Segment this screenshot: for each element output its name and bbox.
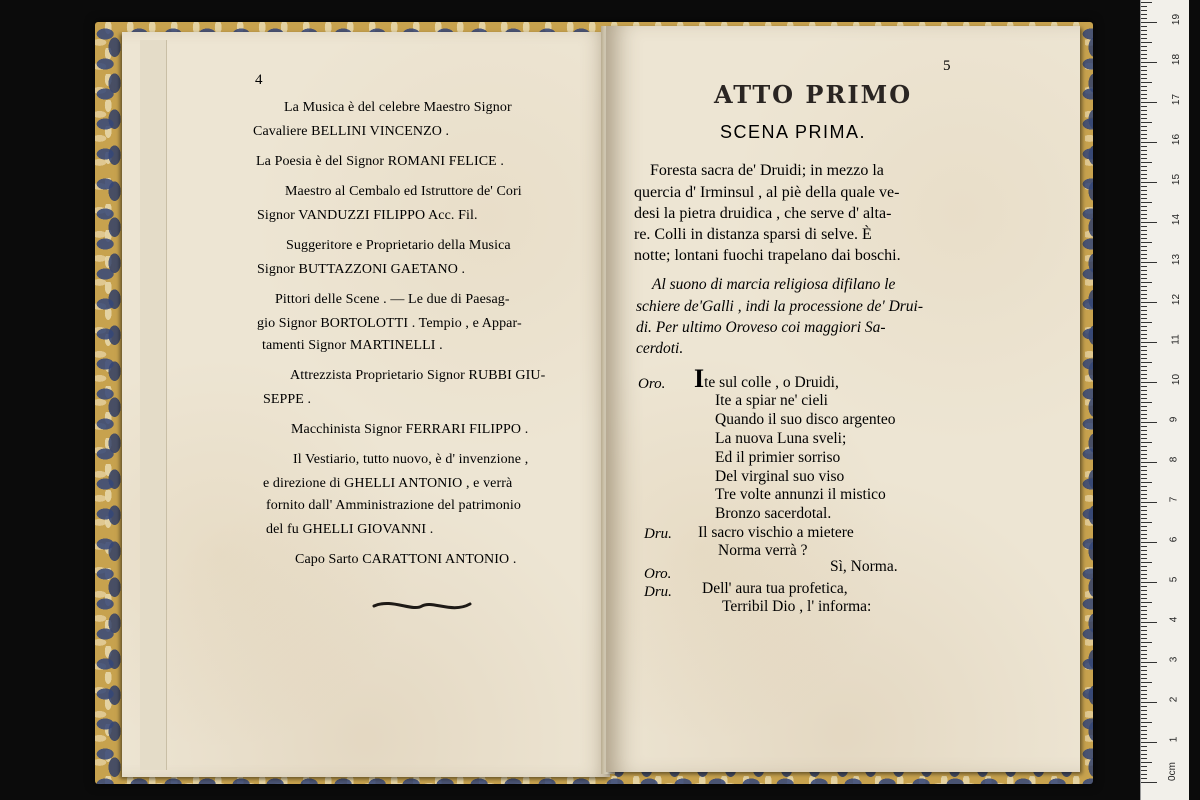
ruler-tick — [1141, 430, 1147, 431]
verse-text: te sul colle , o Druidi, — [704, 374, 839, 391]
ruler-tick — [1141, 438, 1147, 439]
ruler-tick — [1141, 322, 1152, 323]
ruler-tick — [1141, 298, 1147, 299]
ruler-tick — [1141, 594, 1147, 595]
speaker-label: Oro. — [638, 376, 666, 392]
ruler-tick — [1141, 590, 1147, 591]
ruler-tick — [1141, 310, 1147, 311]
ruler-tick — [1141, 514, 1147, 515]
ruler-tick — [1141, 718, 1147, 719]
credit-line: Capo Sarto CARATTONI ANTONIO . — [295, 552, 517, 567]
ruler-tick — [1141, 334, 1147, 335]
ruler-tick — [1141, 366, 1147, 367]
credit-line: Signor BUTTAZZONI GAETANO . — [257, 262, 466, 277]
ruler-tick — [1141, 118, 1147, 119]
ruler-tick — [1141, 282, 1152, 283]
ruler-tick — [1141, 122, 1152, 123]
credit-line: La Poesia è del Signor ROMANI FELICE . — [256, 154, 504, 169]
ruler-tick — [1141, 166, 1147, 167]
ruler-tick — [1141, 694, 1147, 695]
ruler-tick — [1141, 6, 1147, 7]
verse-line: Tre volte annunzi il mistico — [715, 486, 886, 503]
ruler-tick — [1141, 306, 1147, 307]
ruler-tick — [1141, 222, 1157, 223]
ruler-tick — [1141, 258, 1147, 259]
ruler-tick — [1141, 154, 1147, 155]
ruler-number: 2 — [1168, 696, 1180, 703]
verse-line: Bronzo sacerdotal. — [715, 505, 832, 522]
ruler-tick — [1141, 578, 1147, 579]
ruler-tick — [1141, 402, 1152, 403]
ruler-tick — [1141, 70, 1147, 71]
ruler-tick — [1141, 370, 1147, 371]
ruler-tick — [1141, 522, 1152, 523]
ruler-tick — [1141, 418, 1147, 419]
verse-line: Ed il primier sorriso — [715, 449, 841, 466]
ruler-tick — [1141, 54, 1147, 55]
ruler-tick — [1141, 338, 1147, 339]
ruler-tick — [1141, 782, 1157, 783]
ruler-tick — [1141, 758, 1147, 759]
verse-line: Terribil Dio , l' informa: — [722, 598, 872, 615]
ruler-tick — [1141, 486, 1147, 487]
ruler-tick — [1141, 634, 1147, 635]
ruler-tick — [1141, 34, 1147, 35]
ruler-tick — [1141, 266, 1147, 267]
ruler-tick — [1141, 110, 1147, 111]
ruler-tick — [1141, 670, 1147, 671]
ruler-tick — [1141, 470, 1147, 471]
verse-line: Il sacro vischio a mietere — [698, 524, 854, 541]
tailpiece-ornament-icon — [372, 596, 472, 616]
ruler-tick — [1141, 534, 1147, 535]
ruler-tick — [1141, 294, 1147, 295]
ruler-tick — [1141, 326, 1147, 327]
ruler-tick — [1141, 662, 1157, 663]
ruler-tick — [1141, 82, 1152, 83]
ruler-tick — [1141, 286, 1147, 287]
credit-line: del fu GHELLI GIOVANNI . — [266, 522, 434, 537]
ruler-tick — [1141, 726, 1147, 727]
ruler-tick — [1141, 658, 1147, 659]
ruler-tick — [1141, 210, 1147, 211]
ruler-tick — [1141, 182, 1157, 183]
ruler-tick — [1141, 170, 1147, 171]
ruler-tick — [1141, 350, 1147, 351]
ruler-tick — [1141, 642, 1152, 643]
credit-line: e direzione di GHELLI ANTONIO , e verrà — [263, 476, 513, 491]
stage-direction-line: schiere de'Galli , indi la processione de' Drui- — [636, 298, 924, 315]
ruler-tick — [1141, 362, 1152, 363]
ruler-tick — [1141, 102, 1157, 103]
ruler-tick — [1141, 62, 1157, 63]
ruler-tick — [1141, 330, 1147, 331]
ruler-tick — [1141, 394, 1147, 395]
verse-line — [694, 366, 839, 392]
ruler-tick — [1141, 238, 1147, 239]
ruler-tick — [1141, 186, 1147, 187]
ruler-tick — [1141, 762, 1152, 763]
ruler-tick — [1141, 30, 1147, 31]
left-page-number: 4 — [255, 72, 263, 88]
ruler-tick — [1141, 654, 1147, 655]
ruler-tick — [1141, 730, 1147, 731]
setting-line: Foresta sacra de' Druidi; in mezzo la — [650, 162, 884, 179]
ruler-tick — [1141, 434, 1147, 435]
verse-line: Norma verrà ? — [718, 542, 808, 559]
ruler-tick — [1141, 550, 1147, 551]
verse-line: Del virginal suo viso — [715, 468, 845, 485]
ruler-tick — [1141, 638, 1147, 639]
ruler-tick — [1141, 198, 1147, 199]
credit-line: gio Signor BORTOLOTTI . Tempio , e Appar- — [257, 316, 522, 331]
ruler-tick — [1141, 134, 1147, 135]
left-page — [122, 32, 610, 777]
ruler-tick — [1141, 274, 1147, 275]
speaker-label: Dru. — [644, 526, 672, 542]
ruler-tick — [1141, 666, 1147, 667]
ruler-tick — [1141, 482, 1152, 483]
ruler-tick — [1141, 278, 1147, 279]
verse-line: Ite a spiar ne' cieli — [715, 392, 828, 409]
ruler-tick — [1141, 526, 1147, 527]
ruler-tick — [1141, 302, 1157, 303]
ruler-tick — [1141, 754, 1147, 755]
verse-line: Quando il suo disco argenteo — [715, 411, 896, 428]
ruler-tick — [1141, 554, 1147, 555]
ruler-tick — [1141, 398, 1147, 399]
ruler-number: 8 — [1168, 456, 1180, 463]
ruler-tick — [1141, 58, 1147, 59]
ruler-tick — [1141, 626, 1147, 627]
ruler-tick — [1141, 734, 1147, 735]
ruler-tick — [1141, 46, 1147, 47]
ruler-number: 7 — [1168, 496, 1180, 503]
ruler-tick — [1141, 142, 1157, 143]
ruler-tick — [1141, 406, 1147, 407]
ruler-number: 18 — [1171, 53, 1183, 66]
ruler-tick — [1141, 778, 1147, 779]
ruler-tick — [1141, 610, 1147, 611]
ruler-tick — [1141, 630, 1147, 631]
verse-line: La nuova Luna sveli; — [715, 430, 847, 447]
ruler-tick — [1141, 770, 1147, 771]
ruler-number: 13 — [1171, 253, 1183, 266]
ruler-tick — [1141, 378, 1147, 379]
ruler-tick — [1141, 218, 1147, 219]
ruler-tick — [1141, 622, 1157, 623]
ruler-tick — [1141, 450, 1147, 451]
ruler-tick — [1141, 710, 1147, 711]
ruler-tick — [1141, 462, 1157, 463]
ruler-number: 5 — [1168, 576, 1180, 583]
ruler-tick — [1141, 126, 1147, 127]
ruler-tick — [1141, 562, 1152, 563]
ruler-tick — [1141, 518, 1147, 519]
ruler-tick — [1141, 390, 1147, 391]
ruler-number: 9 — [1168, 416, 1180, 423]
ruler-tick — [1141, 262, 1157, 263]
ruler-tick — [1141, 458, 1147, 459]
ruler-tick — [1141, 766, 1147, 767]
ruler-number: 15 — [1171, 173, 1183, 186]
ruler-tick — [1141, 50, 1147, 51]
ruler-tick — [1141, 354, 1147, 355]
ruler-tick — [1141, 290, 1147, 291]
ruler-tick — [1141, 674, 1147, 675]
ruler-number: 14 — [1171, 213, 1183, 226]
ruler-tick — [1141, 702, 1157, 703]
ruler-tick — [1141, 474, 1147, 475]
ruler-tick — [1141, 254, 1147, 255]
ruler-tick — [1141, 478, 1147, 479]
ruler-tick — [1141, 246, 1147, 247]
stage-direction-line: Al suono di marcia religiosa difilano le — [652, 276, 896, 293]
ruler-tick — [1141, 318, 1147, 319]
ruler-tick — [1141, 162, 1152, 163]
ruler-tick — [1141, 98, 1147, 99]
credit-line: Macchinista Signor FERRARI FILIPPO . — [291, 422, 529, 437]
verse-line: Dell' aura tua profetica, — [702, 580, 848, 597]
setting-line: re. Colli in distanza sparsi di selve. È — [634, 226, 872, 243]
ruler-tick — [1141, 530, 1147, 531]
ruler-tick — [1141, 90, 1147, 91]
credit-line: tamenti Signor MARTINELLI . — [262, 338, 443, 353]
ruler-tick — [1141, 606, 1147, 607]
ruler-tick — [1141, 242, 1152, 243]
credit-line: Maestro al Cembalo ed Istruttore de' Cori — [285, 184, 522, 199]
right-page-number: 5 — [943, 58, 951, 74]
ruler-tick — [1141, 454, 1147, 455]
ruler-tick — [1141, 426, 1147, 427]
ruler-tick — [1141, 94, 1147, 95]
ruler-tick — [1141, 250, 1147, 251]
ruler-tick — [1141, 66, 1147, 67]
setting-line: desi la pietra druidica , che serve d' alta- — [634, 205, 892, 222]
stage-direction-line: di. Per ultimo Oroveso coi maggiori Sa- — [636, 319, 886, 336]
ruler-tick — [1141, 226, 1147, 227]
verse-line: Sì, Norma. — [830, 558, 898, 575]
ruler-tick — [1141, 598, 1147, 599]
ruler-tick — [1141, 542, 1157, 543]
ruler-tick — [1141, 138, 1147, 139]
credit-line: Il Vestiario, tutto nuovo, è d' invenzione , — [293, 452, 529, 467]
ruler-tick — [1141, 14, 1147, 15]
measurement-ruler — [1140, 0, 1189, 800]
credit-line: Attrezzista Proprietario Signor RUBBI GIU- — [290, 368, 546, 383]
ruler-tick — [1141, 586, 1147, 587]
act-title: ATTO PRIMO — [714, 80, 913, 109]
ruler-tick — [1141, 774, 1147, 775]
page-edges — [140, 40, 167, 770]
ruler-number: 4 — [1168, 616, 1180, 623]
ruler-tick — [1141, 714, 1147, 715]
ruler-tick — [1141, 738, 1147, 739]
ruler-tick — [1141, 158, 1147, 159]
ruler-tick — [1141, 234, 1147, 235]
ruler-number: 6 — [1168, 536, 1180, 543]
stage-direction-line: cerdoti. — [636, 340, 684, 357]
ruler-tick — [1141, 386, 1147, 387]
ruler-tick — [1141, 74, 1147, 75]
credit-line: Pittori delle Scene . — Le due di Paesag- — [275, 292, 510, 307]
ruler-tick — [1141, 646, 1147, 647]
ruler-tick — [1141, 26, 1147, 27]
credit-line: La Musica è del celebre Maestro Signor — [284, 100, 512, 115]
ruler-tick — [1141, 150, 1147, 151]
ruler-tick — [1141, 558, 1147, 559]
ruler-tick — [1141, 22, 1157, 23]
ruler-tick — [1141, 538, 1147, 539]
credit-line: Signor VANDUZZI FILIPPO Acc. Fil. — [257, 208, 478, 223]
ruler-number: 17 — [1171, 93, 1183, 106]
ruler-tick — [1141, 678, 1147, 679]
ruler-tick — [1141, 686, 1147, 687]
credit-line: Suggeritore e Proprietario della Musica — [286, 238, 511, 253]
ruler-tick — [1141, 382, 1157, 383]
ruler-tick — [1141, 618, 1147, 619]
ruler-number: 1 — [1168, 736, 1180, 743]
ruler-tick — [1141, 722, 1152, 723]
ruler-tick — [1141, 746, 1147, 747]
ruler-tick — [1141, 494, 1147, 495]
ruler-tick — [1141, 498, 1147, 499]
speaker-label: Dru. — [644, 584, 672, 600]
ruler-tick — [1141, 42, 1152, 43]
setting-line: notte; lontani fuochi trapelano dai boschi. — [634, 247, 901, 264]
scene-title: SCENA PRIMA. — [720, 122, 867, 142]
ruler-tick — [1141, 442, 1152, 443]
speaker-label: Oro. — [644, 566, 672, 582]
ruler-tick — [1141, 574, 1147, 575]
ruler-tick — [1141, 410, 1147, 411]
setting-line: quercia d' Irminsul , al piè della quale ve- — [634, 184, 900, 201]
ruler-tick — [1141, 146, 1147, 147]
ruler-number: 19 — [1171, 13, 1183, 26]
ruler-tick — [1141, 346, 1147, 347]
ruler-tick — [1141, 506, 1147, 507]
ruler-tick — [1141, 130, 1147, 131]
ruler-tick — [1141, 190, 1147, 191]
ruler-tick — [1141, 18, 1147, 19]
ruler-tick — [1141, 602, 1152, 603]
ruler-tick — [1141, 690, 1147, 691]
ruler-number: 11 — [1170, 334, 1182, 345]
ruler-tick — [1141, 114, 1147, 115]
ruler-tick — [1141, 466, 1147, 467]
ruler-tick — [1141, 342, 1157, 343]
ruler-tick — [1141, 314, 1147, 315]
ruler-number: 3 — [1168, 656, 1180, 663]
ruler-tick — [1141, 502, 1157, 503]
ruler-tick — [1141, 86, 1147, 87]
ruler-tick — [1141, 422, 1157, 423]
credit-line: SEPPE . — [263, 392, 312, 407]
ruler-tick — [1141, 214, 1147, 215]
ruler-tick — [1141, 106, 1147, 107]
ruler-tick — [1141, 414, 1147, 415]
drop-cap: I — [694, 364, 705, 393]
ruler-tick — [1141, 614, 1147, 615]
ruler-tick — [1141, 10, 1147, 11]
ruler-number: 12 — [1171, 293, 1183, 306]
ruler-tick — [1141, 194, 1147, 195]
ruler-tick — [1141, 230, 1147, 231]
ruler-tick — [1141, 582, 1157, 583]
credit-line: fornito dall' Amministrazione del patrimonio — [266, 498, 521, 513]
ruler-tick — [1141, 270, 1147, 271]
ruler-tick — [1141, 742, 1157, 743]
ruler-tick — [1141, 706, 1147, 707]
ruler-tick — [1141, 490, 1147, 491]
ruler-tick — [1141, 750, 1147, 751]
ruler-tick — [1141, 358, 1147, 359]
ruler-tick — [1141, 546, 1147, 547]
ruler-tick — [1141, 650, 1147, 651]
ruler-tick — [1141, 698, 1147, 699]
ruler-tick — [1141, 78, 1147, 79]
ruler-tick — [1141, 202, 1152, 203]
ruler-number: 0cm — [1166, 762, 1178, 781]
ruler-tick — [1141, 174, 1147, 175]
ruler-number: 10 — [1171, 373, 1183, 386]
ruler-tick — [1141, 206, 1147, 207]
credit-line: Cavaliere BELLINI VINCENZO . — [253, 124, 450, 139]
ruler-tick — [1141, 570, 1147, 571]
ruler-tick — [1141, 682, 1152, 683]
ruler-tick — [1141, 374, 1147, 375]
ruler-tick — [1141, 510, 1147, 511]
ruler-tick — [1141, 178, 1147, 179]
ruler-tick — [1141, 566, 1147, 567]
ruler-tick — [1141, 2, 1152, 3]
ruler-tick — [1141, 446, 1147, 447]
ruler-number: 16 — [1171, 133, 1183, 146]
ruler-tick — [1141, 38, 1147, 39]
